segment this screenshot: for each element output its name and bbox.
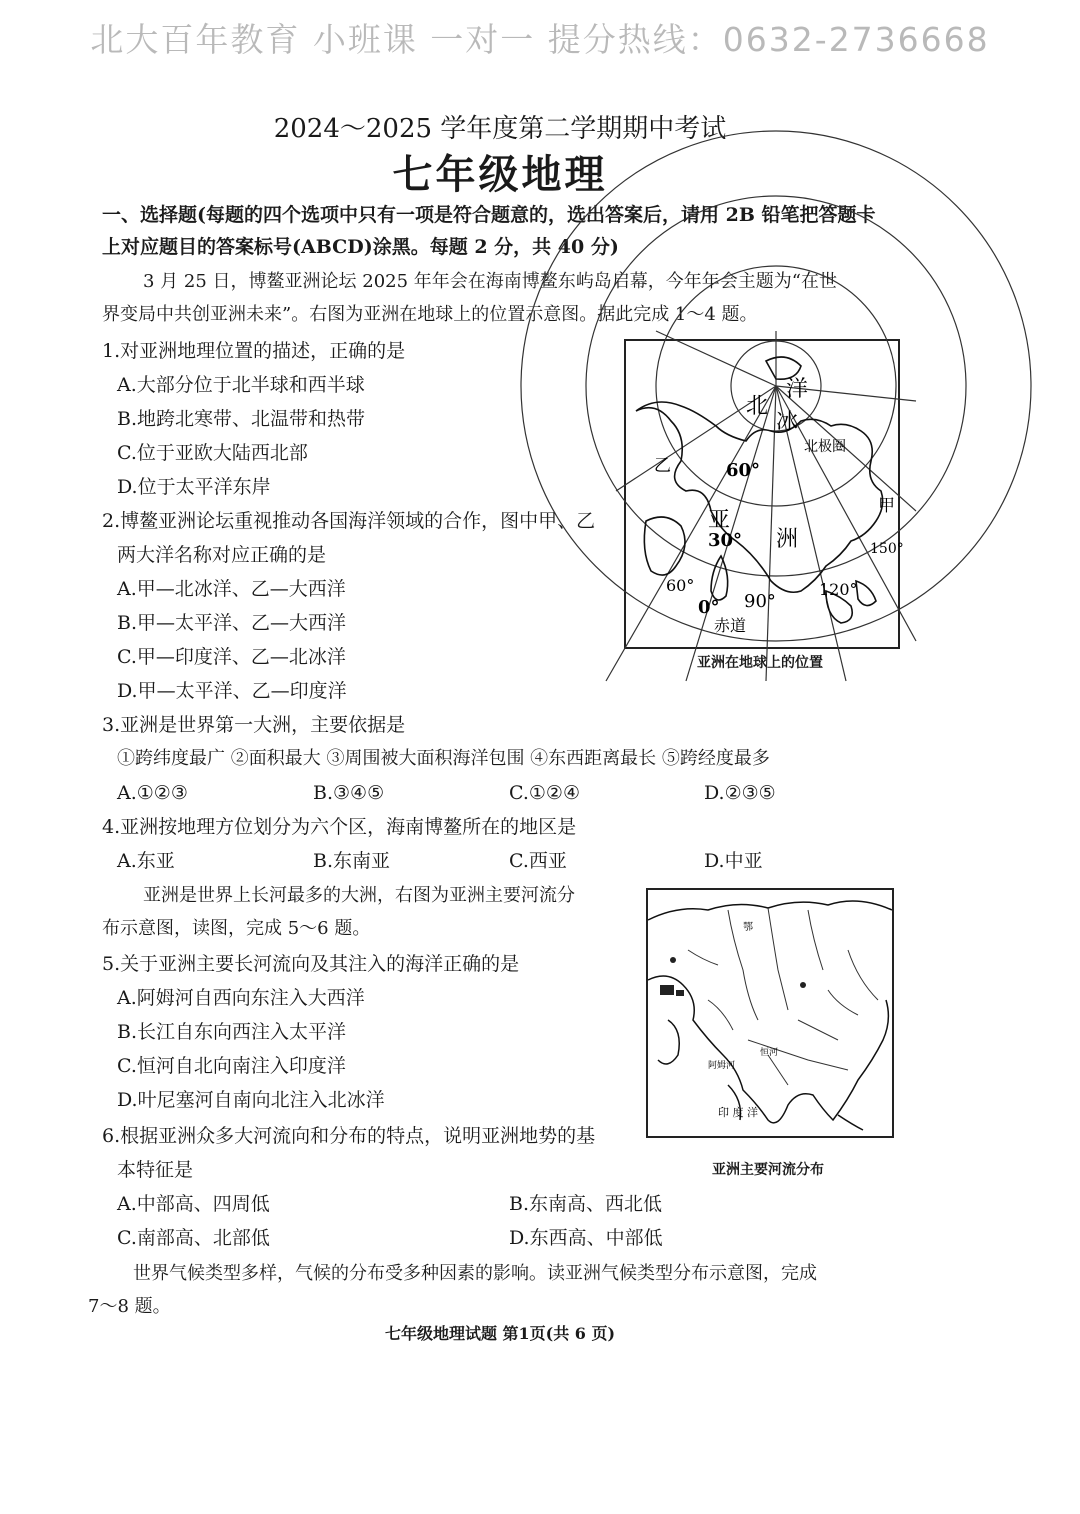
map1-label-ya: 亚 (708, 508, 731, 533)
asia-rivers-map-graphic (648, 890, 892, 1136)
question-4-option-a: A.东亚 (117, 850, 175, 872)
question-5-option-b: B.长江自东向西注入太平洋 (117, 1021, 347, 1043)
map1-label-yang: 洋 (786, 377, 809, 402)
map1-label-arctic-circle: 北极圈 (804, 439, 846, 455)
question-6-option-d: D.东西高、中部低 (509, 1227, 663, 1249)
question-6-stem-line2: 本特征是 (117, 1159, 194, 1181)
question-4-option-c: C.西亚 (509, 850, 567, 872)
question-5-option-d: D.叶尼塞河自南向北注入北冰洋 (117, 1089, 385, 1111)
intro-passage-2-line2: 布示意图，读图，完成 5～6 题。 (102, 918, 371, 939)
question-6-stem-line1: 6.根据亚洲众多大河流向和分布的特点，说明亚洲地势的基 (102, 1125, 596, 1147)
question-2-option-b: B.甲—太平洋、乙—大西洋 (117, 612, 347, 634)
intro-passage-3-line1: 世界气候类型多样，气候的分布受多种因素的影响。读亚洲气候类型分布示意图，完成 (133, 1263, 817, 1284)
map1-label-bei: 北 (746, 394, 769, 419)
question-2-option-d: D.甲—太平洋、乙—印度洋 (117, 680, 347, 702)
question-5-stem: 5.关于亚洲主要长河流向及其注入的海洋正确的是 (102, 953, 520, 975)
question-1-option-a: A.大部分位于北半球和西半球 (117, 374, 365, 396)
question-2-option-c: C.甲—印度洋、乙—北冰洋 (117, 646, 346, 668)
question-2-stem-line2: 两大洋名称对应正确的是 (117, 544, 327, 566)
question-3-stem: 3.亚洲是世界第一大洲，主要依据是 (102, 714, 406, 736)
asia-rivers-map (646, 888, 894, 1138)
question-3-option-b: B.③④⑤ (313, 782, 385, 804)
map1-caption: 亚洲在地球上的位置 (697, 655, 823, 671)
question-1-stem: 1.对亚洲地理位置的描述，正确的是 (102, 340, 406, 362)
map2-label-indian-ocean: 印 度 洋 (718, 1106, 758, 1119)
question-4-stem: 4.亚洲按地理方位划分为六个区，海南博鳌所在的地区是 (102, 816, 577, 838)
intro-passage-2-line1: 亚洲是世界上长河最多的大洲，右图为亚洲主要河流分 (143, 885, 575, 906)
map1-label-lon0: 0° (698, 597, 720, 618)
question-3-items: ①跨纬度最广 ②面积最大 ③周围被大面积海洋包围 ④东西距离最长 ⑤跨经度最多 (117, 748, 770, 769)
question-1-option-c: C.位于亚欧大陆西北部 (117, 442, 308, 464)
map1-label-lon150: 150° (870, 541, 904, 557)
exam-title: 2024～2025 学年度第二学期期中考试 (273, 114, 727, 144)
map2-label-ob: 鄂 (743, 922, 753, 933)
map1-label-lon120: 120° (819, 580, 858, 599)
question-4-option-d: D.中亚 (704, 850, 763, 872)
map2-label-amu: 阿姆河 (708, 1061, 736, 1071)
map1-label-zhou: 洲 (776, 527, 799, 552)
question-2-option-a: A.甲—北冰洋、乙—大西洋 (117, 578, 346, 600)
question-6-option-a: A.中部高、四周低 (117, 1193, 270, 1215)
question-6-option-c: C.南部高、北部低 (117, 1227, 270, 1249)
map1-label-equator: 赤道 (714, 616, 747, 635)
section-instruction-line1: 一、选择题(每题的四个选项中只有一项是符合题意的，选出答案后，请用 2B 铅笔把答题卡 (102, 204, 876, 226)
section-instruction-line2: 上对应题目的答案标号(ABCD)涂黑。每题 2 分，共 40 分) (102, 236, 619, 258)
question-1-option-b: B.地跨北寒带、北温带和热带 (117, 408, 366, 430)
map1-label-lon60: 60° (666, 576, 695, 595)
map2-caption: 亚洲主要河流分布 (712, 1162, 824, 1178)
intro-passage-1-line2: 界变局中共创亚洲未来”。右图为亚洲在地球上的位置示意图。据此完成 1～4 题。 (102, 304, 758, 325)
question-5-option-c: C.恒河自北向南注入印度洋 (117, 1055, 346, 1077)
map1-label-lat60: 60° (726, 460, 761, 481)
watermark: 北大百年教育 小班课 一对一 提分热线：0632-2736668 (90, 20, 990, 59)
question-3-option-d: D.②③⑤ (704, 782, 776, 804)
subject-title: 七年级地理 (392, 151, 608, 198)
question-5-option-a: A.阿姆河自西向东注入大西洋 (117, 987, 365, 1009)
map1-label-bing: 冰 (776, 410, 799, 435)
question-4-option-b: B.东南亚 (313, 850, 391, 872)
question-3-option-a: A.①②③ (117, 782, 188, 804)
asia-location-map-graphic (626, 341, 904, 647)
page-footer: 七年级地理试题 第1页(共 6 页) (384, 1324, 616, 1343)
map1-label-lat30: 30° (708, 530, 743, 551)
intro-passage-1-line1: 3 月 25 日，博鳌亚洲论坛 2025 年年会在海南博鳌东屿岛启幕，今年年会主题为“在世 (143, 271, 837, 292)
question-6-option-b: B.东南高、西北低 (509, 1193, 663, 1215)
question-3-option-c: C.①②④ (509, 782, 580, 804)
question-1-option-d: D.位于太平洋东岸 (117, 476, 271, 498)
question-2-stem-line1: 2.博鳌亚洲论坛重视推动各国海洋领域的合作，图中甲、乙 (102, 510, 596, 532)
asia-location-map (624, 339, 904, 649)
map1-label-yi: 乙 (654, 456, 671, 476)
map1-label-lon90: 90° (744, 591, 776, 612)
intro-passage-3-line2: 7～8 题。 (88, 1296, 171, 1317)
map2-label-ganges: 恒河 (760, 1048, 779, 1058)
map1-label-jia: 甲 (878, 496, 895, 516)
